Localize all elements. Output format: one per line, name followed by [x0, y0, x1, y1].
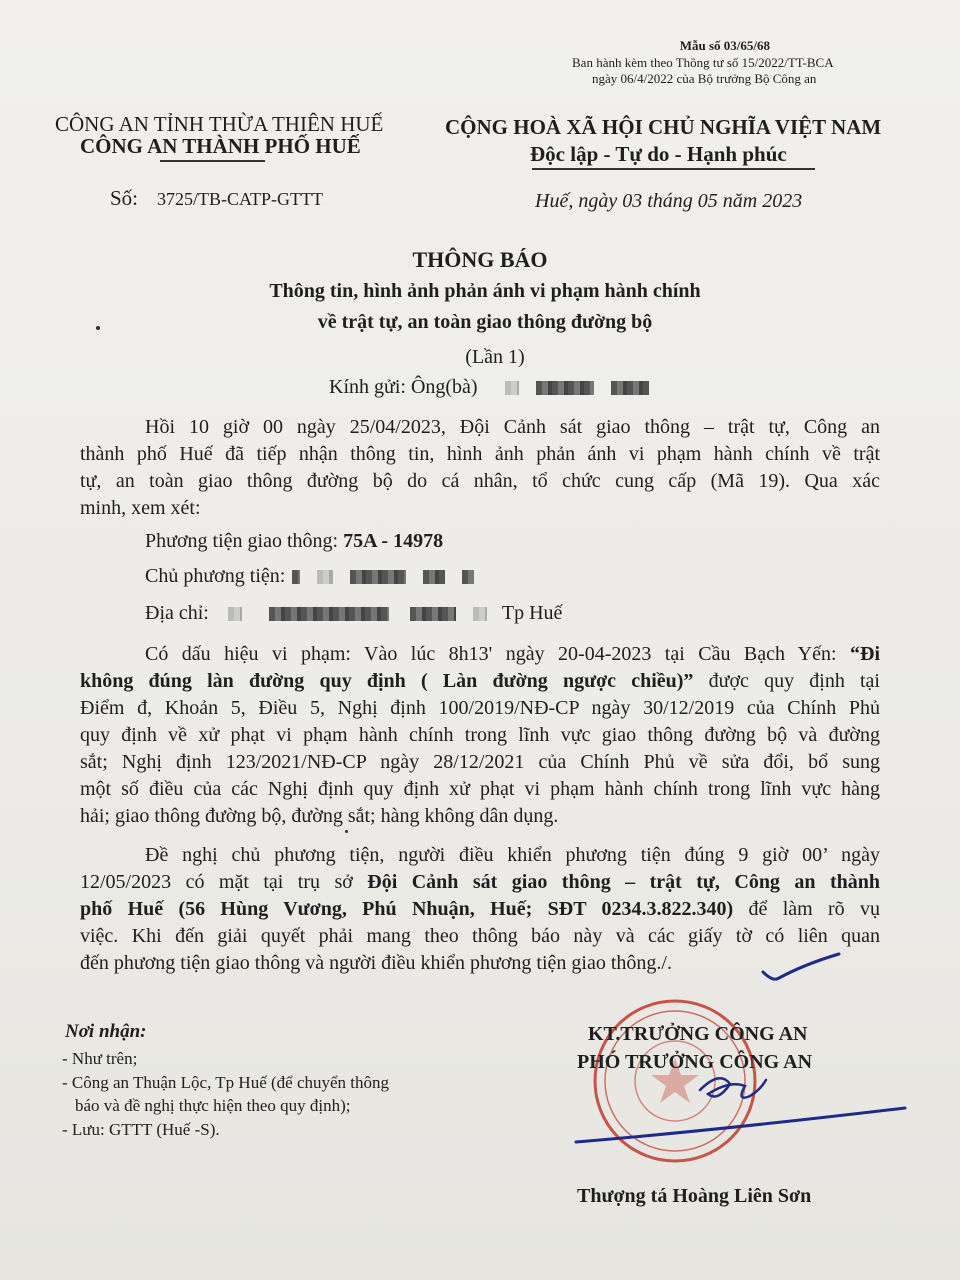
text-line: thành phố Huế đã tiếp nhận thông tin, hình ảnh phản ánh vi phạm hành chính về trật	[80, 443, 880, 465]
speck	[96, 326, 100, 330]
text-segment: để làm rõ vụ	[733, 898, 880, 920]
violation-text: không đúng làn đường quy định ( Làn đường ngược chiều)”	[80, 670, 694, 692]
agency-underline	[160, 160, 265, 162]
recipient-item: - Lưu: GTTT (Huế -S).	[62, 1120, 220, 1139]
text-line	[80, 641, 880, 668]
notice-attempt: (Lần 1)	[465, 346, 525, 368]
redaction	[292, 570, 300, 584]
recipient-item: - Công an Thuận Lộc, Tp Huế (để chuyển thông	[62, 1073, 390, 1092]
text-segment: 12/05/2023 có mặt tại trụ sở	[80, 871, 368, 893]
notice-subtitle-2: về trật tự, an toàn giao thông đường bộ	[317, 311, 653, 333]
text-line	[80, 869, 880, 896]
signature-title-1: KT.TRƯỞNG CÔNG AN	[588, 1023, 808, 1045]
form-issued-line-2: ngày 06/4/2022 của Bộ trưởng Bộ Công an	[592, 71, 817, 86]
text-segment: được quy định tại	[693, 670, 880, 692]
text-segment: Có dấu hiệu vi phạm: Vào lúc 8h13' ngày 20-04-2023 tại Cầu Bạch Yến:	[145, 643, 850, 665]
redaction	[350, 570, 406, 584]
vehicle-field	[145, 530, 443, 553]
redaction	[269, 607, 389, 621]
text-line: Đề nghị chủ phương tiện, người điều khiển phương tiện đúng 9 giờ 00’ ngày	[145, 844, 880, 866]
check-mark-icon	[755, 948, 845, 988]
date-line: Huế, ngày 03 tháng 05 năm 2023	[535, 190, 803, 212]
signature-title-2: PHÓ TRƯỞNG CÔNG AN	[577, 1051, 813, 1073]
redaction	[462, 570, 474, 584]
text-line: quy định về xử phạt vi phạm hành chính trong lĩnh vực giao thông đường bộ và đường	[80, 724, 880, 746]
recipient-item: - Như trên;	[62, 1049, 138, 1068]
text-line: việc. Khi đến giải quyết phải mang theo thông báo này và các giấy tờ có liên quan	[80, 925, 880, 947]
nation-motto: Độc lập - Tự do - Hạnh phúc	[530, 142, 787, 166]
text-line: hải; giao thông đường bộ, đường sắt; hàng không dân dụng.	[80, 805, 559, 827]
redaction	[611, 381, 649, 395]
redaction	[410, 607, 456, 621]
agency-name: CÔNG AN THÀNH PHỐ HUẾ	[80, 134, 361, 158]
text-line	[80, 668, 880, 695]
text-line: một số điều của các Nghị định quy định xử phạt vi phạm hành chính trong lĩnh vực hàng	[80, 778, 880, 800]
owner-field	[145, 565, 480, 588]
agency-parent: CÔNG AN TỈNH THỪA THIÊN HUẾ	[55, 112, 384, 136]
text-line: Điểm đ, Khoản 5, Điều 5, Nghị định 100/2019/NĐ-CP ngày 30/12/2019 của Chính Phủ	[80, 697, 880, 719]
office-address: phố Huế (56 Hùng Vương, Phú Nhuận, Huế; SĐT 0234.3.822.340)	[80, 898, 734, 920]
violation-text: “Đi	[850, 643, 880, 665]
redaction	[473, 607, 487, 621]
recipient-item: báo và đề nghị thực hiện theo quy định);	[75, 1096, 351, 1115]
text-line: Hồi 10 giờ 00 ngày 25/04/2023, Đội Cảnh sát giao thông – trật tự, Công an	[145, 416, 880, 438]
recipients-title: Nơi nhận:	[65, 1021, 147, 1042]
doc-number-label: Số:	[110, 186, 139, 210]
redaction	[536, 381, 594, 395]
recipient-line	[329, 376, 655, 399]
doc-number-value: 3725/TB-CATP-GTTT	[157, 189, 323, 209]
text-line: minh, xem xét:	[80, 497, 201, 519]
nation-name: CỘNG HOÀ XÃ HỘI CHỦ NGHĨA VIỆT NAM	[445, 115, 882, 139]
notice-subtitle-1: Thông tin, hình ảnh phản ánh vi phạm hành chính	[269, 280, 701, 302]
text-line	[80, 896, 880, 923]
handwritten-signature-icon	[570, 1050, 910, 1150]
form-number: Mẫu số 03/65/68	[679, 38, 770, 53]
text-line: đến phương tiện giao thông và người điều khiển phương tiện giao thông./.	[80, 952, 672, 974]
office-name: Đội Cảnh sát giao thông – trật tự, Công an thành	[367, 871, 880, 893]
notice-title: THÔNG BÁO	[412, 247, 548, 272]
owner-label: Chủ phương tiện:	[145, 565, 286, 587]
paragraph-receipt	[80, 414, 880, 522]
recipient-label: Kính gửi: Ông(bà)	[329, 376, 478, 398]
vehicle-label: Phương tiện giao thông:	[145, 530, 344, 552]
redaction	[505, 381, 519, 395]
redaction	[228, 607, 242, 621]
speck	[345, 830, 348, 833]
vehicle-plate: 75A - 14978	[343, 530, 444, 552]
text-line: sắt; Nghị định 123/2021/NĐ-CP ngày 28/12/2021 của Chính Phủ về sửa đổi, bổ sung	[80, 751, 880, 773]
address-label: Địa chỉ:	[145, 602, 209, 624]
text-line: tự, an toàn giao thông đường bộ do cá nhân, tổ chức cung cấp (Mã 19). Qua xác	[80, 470, 880, 492]
paragraph-violation	[80, 641, 880, 830]
address-city: Tp Huế	[501, 602, 563, 624]
form-issued-line-1: Ban hành kèm theo Thông tư số 15/2022/TT-BCA	[572, 55, 834, 70]
redaction	[317, 570, 333, 584]
signer-name: Thượng tá Hoàng Liên Sơn	[577, 1185, 812, 1207]
motto-underline	[532, 168, 815, 170]
redaction	[423, 570, 445, 584]
address-field	[145, 602, 562, 625]
